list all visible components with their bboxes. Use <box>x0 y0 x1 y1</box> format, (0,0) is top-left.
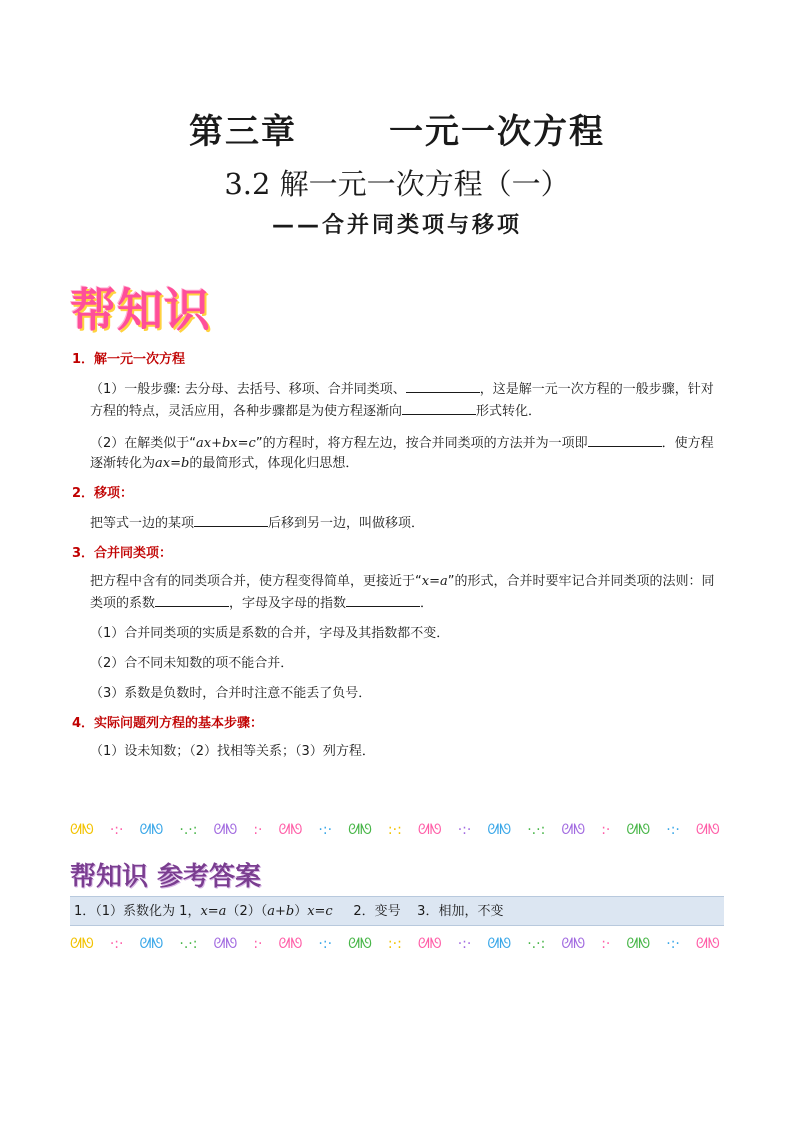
item-paragraph <box>90 572 726 614</box>
item-transposition <box>72 484 726 534</box>
text: 把等式一边的某项 <box>90 516 195 531</box>
butterfly-icon: ᘛᘚ <box>695 936 720 952</box>
dots-icon: ·:· <box>666 936 680 952</box>
fill-blank <box>155 592 229 607</box>
formula: x=c <box>307 904 333 919</box>
section-title: 3.2 解一元一次方程（一） <box>224 167 570 201</box>
butterfly-icon: ᘛᘚ <box>626 936 651 952</box>
note-line: （1）合并同类项的实质是系数的合并，字母及其指数都不变． <box>90 626 450 641</box>
fill-blank <box>406 378 480 393</box>
text: ，字母及字母的指数 <box>229 596 347 611</box>
knowledge-content <box>72 350 726 772</box>
item-paragraph <box>90 378 726 422</box>
butterfly-icon: ᘛᘚ <box>70 822 94 838</box>
butterfly-icon: ᘛᘚ <box>213 822 238 838</box>
dots-icon: :· <box>253 822 263 838</box>
item-heading: 2．移项： <box>72 486 134 501</box>
butterfly-icon: ᘛᘚ <box>348 936 372 952</box>
text: 2．变号 3．相加，不变 <box>332 904 504 919</box>
butterfly-divider <box>70 935 720 953</box>
formula: ax+bx=c <box>196 436 256 451</box>
dots-icon: ·:· <box>318 936 333 952</box>
dots-icon: :· <box>601 822 611 838</box>
item-heading: 1．解一元一次方程 <box>72 352 186 367</box>
dots-icon: ·:· <box>457 936 472 952</box>
item-paragraph <box>90 432 726 474</box>
butterfly-icon: ᘛᘚ <box>139 822 164 838</box>
dots-icon: :· <box>601 936 611 952</box>
text: （1）一般步骤: 去分母、去括号、移项、合并同类项、 <box>90 382 406 397</box>
dots-icon: :· <box>253 936 263 952</box>
text: ”的形式，合并时要牢记合并同类项的法则：同类项的系数 <box>90 574 715 611</box>
section-subtitle: ——合并同类项与移项 <box>271 213 522 238</box>
dots-icon: ·:· <box>457 822 472 838</box>
dots-icon: ·:· <box>109 822 124 838</box>
butterfly-icon: ᘛᘚ <box>70 936 94 952</box>
dots-icon: ·.·: <box>179 822 198 838</box>
item-combine-like-terms <box>72 544 726 704</box>
chapter-topic: 一元一次方程 <box>389 112 605 152</box>
text: 把方程中含有的同类项合并，使方程变得简单，更接近于“ <box>90 574 422 589</box>
chapter-title <box>0 104 794 153</box>
dots-icon: ·.·: <box>527 822 546 838</box>
item-paragraph <box>90 512 726 534</box>
butterfly-icon: ᘛᘚ <box>278 822 303 838</box>
item-heading: 4．实际问题列方程的基本步骤： <box>72 716 264 731</box>
text: ） <box>294 904 308 919</box>
text: ．使方程逐渐转化为 <box>90 436 714 471</box>
butterfly-icon: ᘛᘚ <box>487 822 512 838</box>
text: （2）在解类似于“ <box>90 436 197 451</box>
dots-icon: ·:· <box>109 936 124 952</box>
formula: ax=b <box>155 456 190 471</box>
answer-title: 帮知识 参考答案 <box>70 862 262 892</box>
formula: a+b <box>267 904 295 919</box>
butterfly-divider <box>70 821 720 839</box>
formula: x=a <box>200 904 227 919</box>
note-line: （2）合不同未知数的项不能合并． <box>90 656 294 671</box>
text: ”的方程时，将方程左边，按合并同类项的方法并为一项即 <box>255 436 588 451</box>
dots-icon: ·.·: <box>527 936 546 952</box>
dots-icon: ·:· <box>318 822 333 838</box>
butterfly-icon: ᘛᘚ <box>626 822 651 838</box>
fill-blank <box>402 400 476 415</box>
butterfly-icon: ᘛᘚ <box>348 822 372 838</box>
item-solve-equation <box>72 350 726 474</box>
chapter-number: 第三章 <box>189 112 297 152</box>
text: 1．（1）系数化为 1， <box>74 904 201 919</box>
butterfly-icon: ᘛᘚ <box>139 936 164 952</box>
formula: x=a <box>421 574 448 589</box>
text: 后移到另一边，叫做移项． <box>268 516 425 531</box>
fill-blank <box>346 592 420 607</box>
text: （2）（ <box>226 904 268 919</box>
bang-zhishi-logo: 帮知识 <box>70 283 211 337</box>
fill-blank <box>588 432 662 447</box>
text: ，这是解一元一次方程的一般步骤，针对方程的特点，灵活应用，各种步骤都是为使方程逐渐向 <box>90 382 714 419</box>
text: 形式转化． <box>476 404 542 419</box>
note-line: （3）系数是负数时，合并时注意不能丢了负号． <box>90 686 372 701</box>
item-word-problems <box>72 714 726 762</box>
butterfly-icon: ᘛᘚ <box>213 936 238 952</box>
dots-icon: :·: <box>387 936 402 952</box>
butterfly-icon: ᘛᘚ <box>695 822 720 838</box>
butterfly-icon: ᘛᘚ <box>561 822 586 838</box>
fill-blank <box>194 512 268 527</box>
butterfly-icon: ᘛᘚ <box>417 822 442 838</box>
butterfly-icon: ᘛᘚ <box>417 936 442 952</box>
item-heading: 3．合并同类项： <box>72 546 173 561</box>
dots-icon: ·:· <box>666 822 680 838</box>
item-paragraph: （1）设未知数；（2）找相等关系；（3）列方程． <box>90 744 375 759</box>
butterfly-icon: ᘛᘚ <box>278 936 303 952</box>
text: ． <box>420 596 434 611</box>
dots-icon: ·.·: <box>179 936 198 952</box>
butterfly-icon: ᘛᘚ <box>561 936 586 952</box>
text: 的最简形式，体现化归思想． <box>189 456 359 471</box>
answer-box <box>70 896 724 926</box>
butterfly-icon: ᘛᘚ <box>487 936 512 952</box>
dots-icon: :·: <box>387 822 402 838</box>
